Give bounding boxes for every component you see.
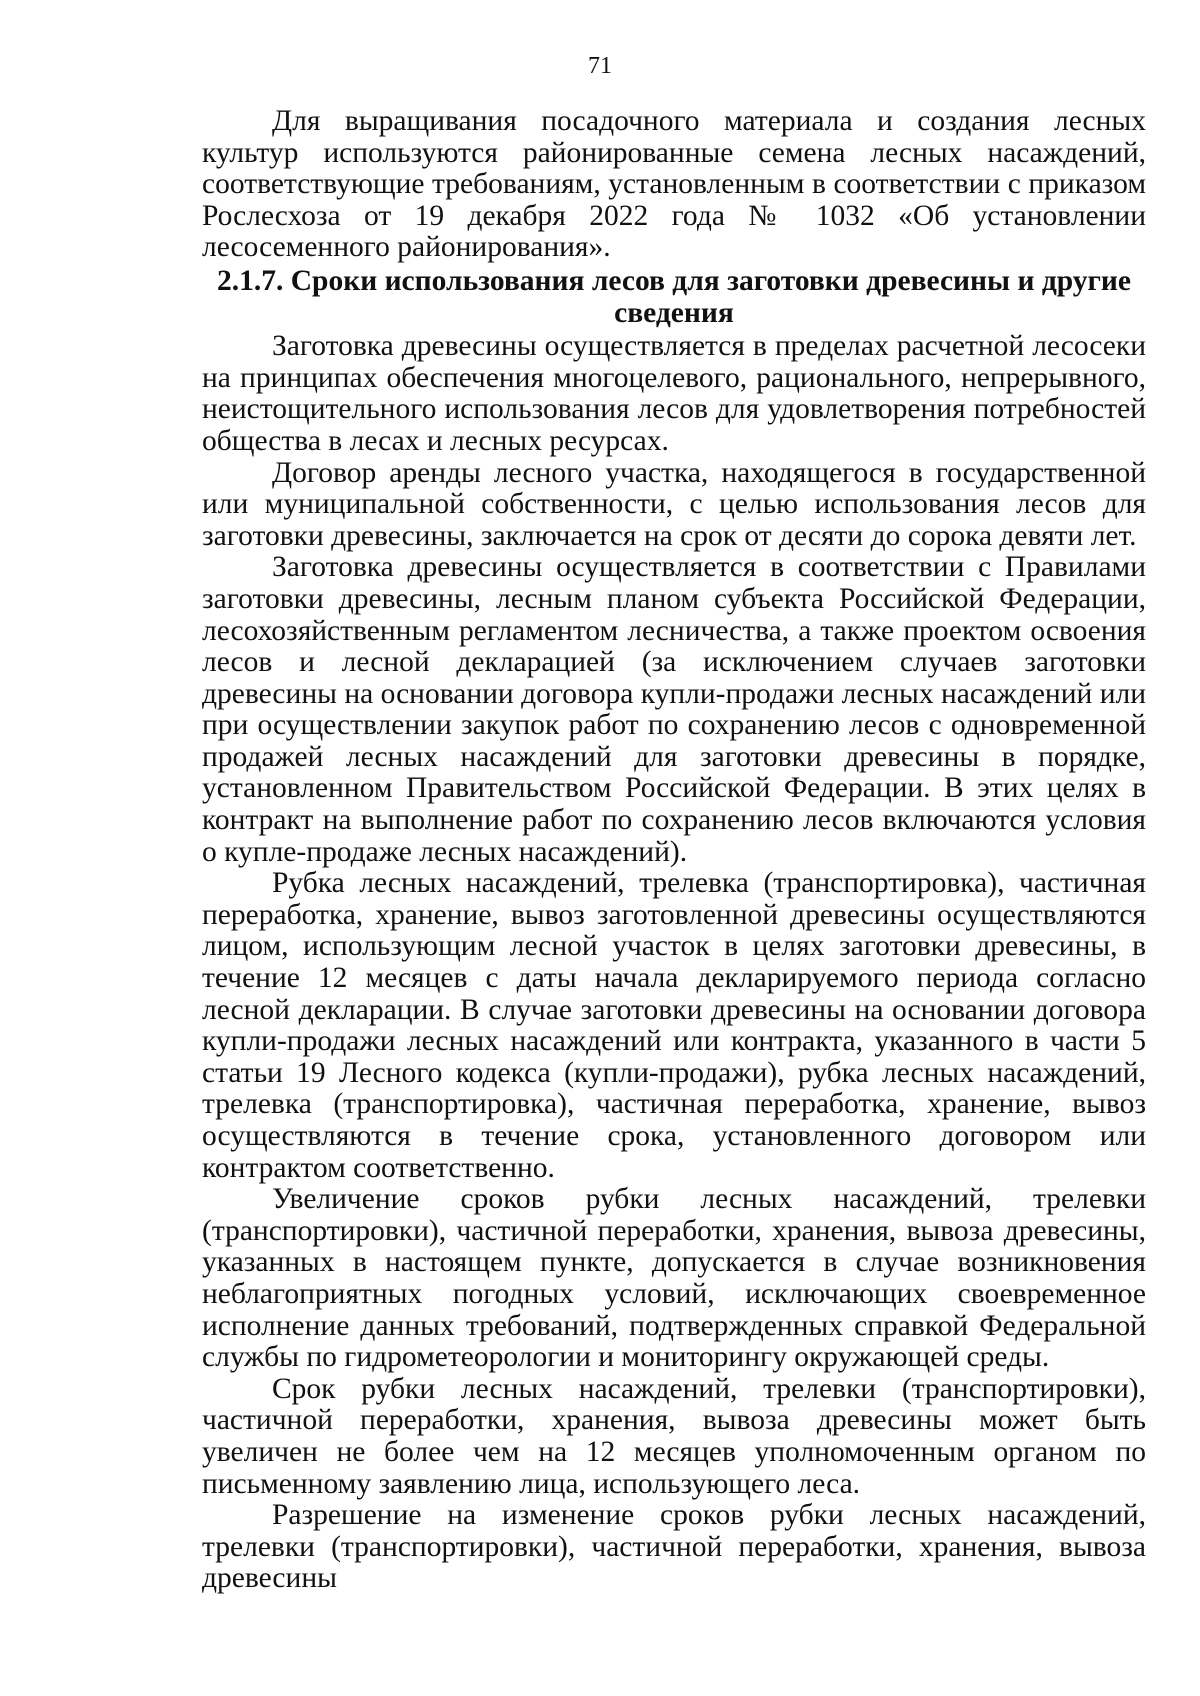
section-heading bbox=[202, 266, 1146, 329]
section-heading-line-2: сведения bbox=[614, 296, 734, 329]
paragraph-6: Срок рубки лесных насаждений, трелевки (транспортировки), частичной переработки, хранения, вывоза древесины может быть увеличен не более чем на 12 месяцев уполномоченным органом по письменному заявлению лица, использующего леса. bbox=[202, 1372, 1146, 1500]
paragraph-3: Заготовка древесины осуществляется в соответствии с Правилами заготовки древесины, лесным планом субъекта Российской Федерации, лесохозяйственным регламентом лесничества, а также проектом освоения лесов и лесной декларацией (за исключением случаев заготовки древесины на основании договора купли-продажи лесных насаждений или при осуществлении закупок работ по сохранению лесов с одновременной продажей лесных насаждений для заготовки древесины в порядке, установленном Правительством Российской Федерации. В этих целях в контракт на выполнение работ по сохранению лесов включаются условия о купле-продаже лесных насаждений). bbox=[202, 551, 1146, 868]
paragraph-5: Увеличение сроков рубки лесных насаждений, трелевки (транспортировки), частичной переработки, хранения, вывоза древесины, указанных в настоящем пункте, допускается в случае возникновения неблагоприятных погодных условий, исключающих своевременное исполнение данных требований, подтвержденных справкой Федеральной службы по гидрометеорологии и мониторингу окружающей среды. bbox=[202, 1183, 1146, 1374]
paragraph-1: Заготовка древесины осуществляется в пределах расчетной лесосеки на принципах обеспечения многоцелевого, рационального, непрерывного, неистощительного использования лесов для удовлетворения потребностей общества в лесах и лесных ресурсах. bbox=[202, 330, 1146, 457]
page-content bbox=[202, 106, 1146, 1595]
intro-paragraph: Для выращивания посадочного материала и создания лесных культур используются районированные семена лесных насаждений, соответствующие требованиям, установленным в соответствии с приказом Рослесхоза от 19 декабря 2022 года № 1032 «Об установлении лесосеменного районирования». bbox=[202, 105, 1146, 264]
paragraph-2: Договор аренды лесного участка, находящегося в государственной или муниципальной собственности, с целью использования лесов для заготовки древесины, заключается на срок от десяти до сорока девяти лет. bbox=[202, 456, 1146, 552]
section-heading-line-1: 2.1.7. Сроки использования лесов для заготовки древесины и другие bbox=[216, 264, 1131, 297]
paragraph-7: Разрешение на изменение сроков рубки лесных насаждений, трелевки (транспортировки), частичной переработки, хранения, вывоза древесины bbox=[202, 1499, 1146, 1595]
paragraph-4: Рубка лесных насаждений, трелевка (транспортировка), частичная переработка, хранение, вывоз заготовленной древесины осуществляются лицом, использующим лесной участок в целях заготовки древесины, в течение 12 месяцев с даты начала декларируемого периода согласно лесной декларации. В случае заготовки древесины на основании договора купли-продажи лесных насаждений или контракта, указанного в части 5 статьи 19 Лесного кодекса (купли-продажи), рубка лесных насаждений, трелевка (транспортировка), частичная переработка, хранение, вывоз осуществляются в течение срока, установленного договором или контрактом соответственно. bbox=[202, 867, 1146, 1184]
page-number: 71 bbox=[588, 53, 612, 79]
